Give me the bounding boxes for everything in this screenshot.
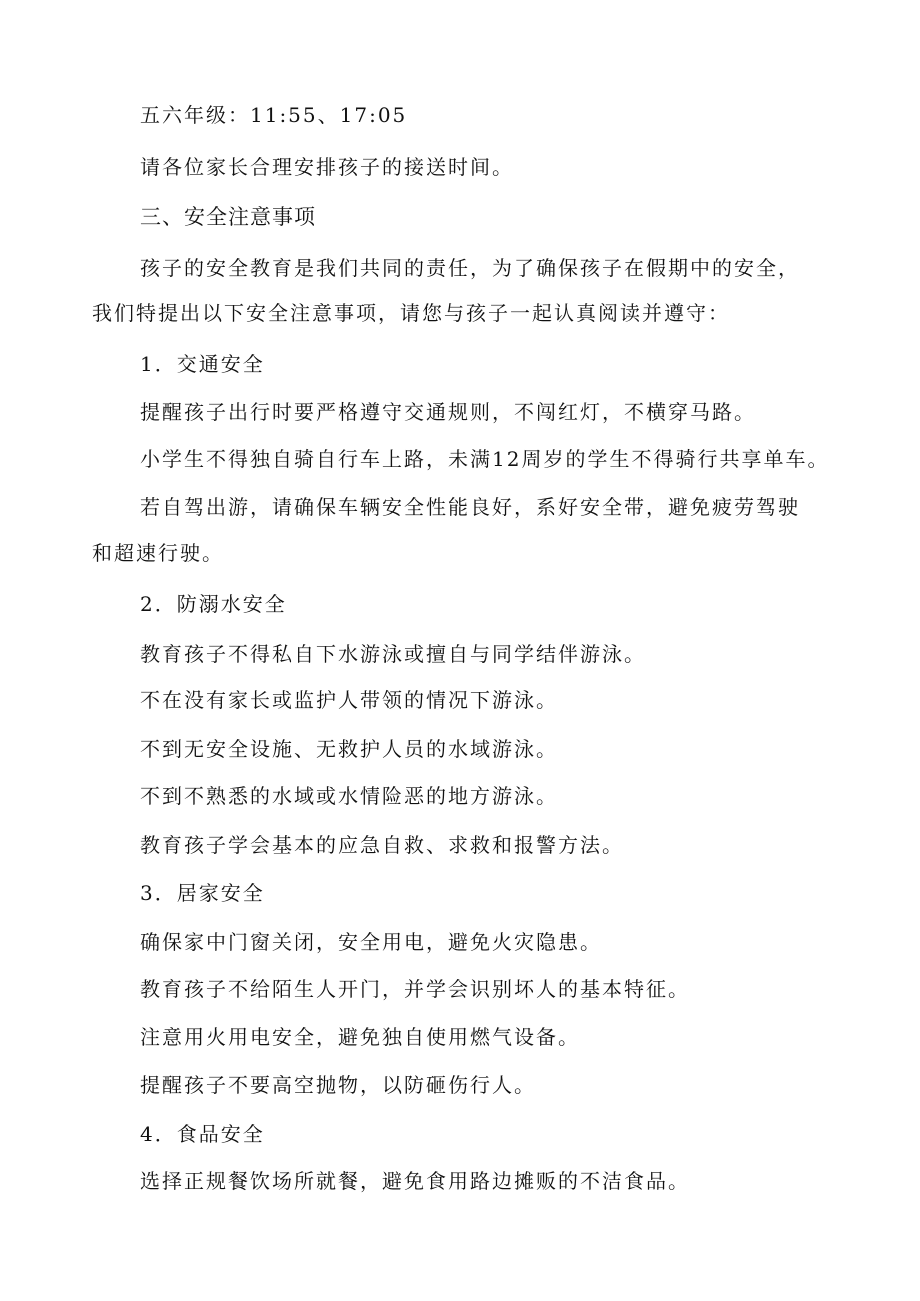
food-item-1: 选择正规餐饮场所就餐，避免食用路边摊贩的不洁食品。	[140, 1169, 690, 1193]
home-item-2: 教育孩子不给陌生人开门，并学会识别坏人的基本特征。	[140, 977, 690, 1001]
drowning-item-3: 不到无安全设施、无救护人员的水域游泳。	[140, 737, 558, 761]
drowning-item-4: 不到不熟悉的水域或水情险恶的地方游泳。	[140, 784, 558, 808]
drowning-item-1: 教育孩子不得私自下水游泳或擅自与同学结伴游泳。	[140, 642, 646, 666]
traffic-item-2: 小学生不得独自骑自行车上路，未满12周岁的学生不得骑行共享单车。	[140, 447, 830, 471]
paragraph-intro-line-1: 孩子的安全教育是我们共同的责任，为了确保孩子在假期中的安全，	[140, 256, 800, 280]
subheading-drowning-prevention: 2．防溺水安全	[140, 592, 287, 616]
traffic-item-3-line-1: 若自驾出游，请确保车辆安全性能良好，系好安全带，避免疲劳驾驶	[140, 495, 800, 519]
home-item-1: 确保家中门窗关闭，安全用电，避免火灾隐患。	[140, 930, 602, 954]
drowning-item-5: 教育孩子学会基本的应急自救、求救和报警方法。	[140, 833, 624, 857]
drowning-item-2: 不在没有家长或监护人带领的情况下游泳。	[140, 688, 558, 712]
pickup-reminder: 请各位家长合理安排孩子的接送时间。	[140, 155, 514, 179]
paragraph-intro-line-2: 我们特提出以下安全注意事项，请您与孩子一起认真阅读并遵守：	[92, 301, 730, 325]
schedule-grade-5-6: 五六年级：11:55、17:05	[140, 103, 408, 127]
section-heading-safety: 三、安全注意事项	[140, 205, 316, 229]
home-item-3: 注意用火用电安全，避免独自使用燃气设备。	[140, 1025, 580, 1049]
subheading-traffic-safety: 1．交通安全	[140, 352, 265, 376]
subheading-food-safety: 4．食品安全	[140, 1122, 265, 1146]
subheading-home-safety: 3．居家安全	[140, 881, 265, 905]
traffic-item-1: 提醒孩子出行时要严格遵守交通规则，不闯红灯，不横穿马路。	[140, 400, 756, 424]
traffic-item-3-line-2: 和超速行驶。	[92, 541, 224, 565]
home-item-4: 提醒孩子不要高空抛物，以防砸伤行人。	[140, 1073, 536, 1097]
